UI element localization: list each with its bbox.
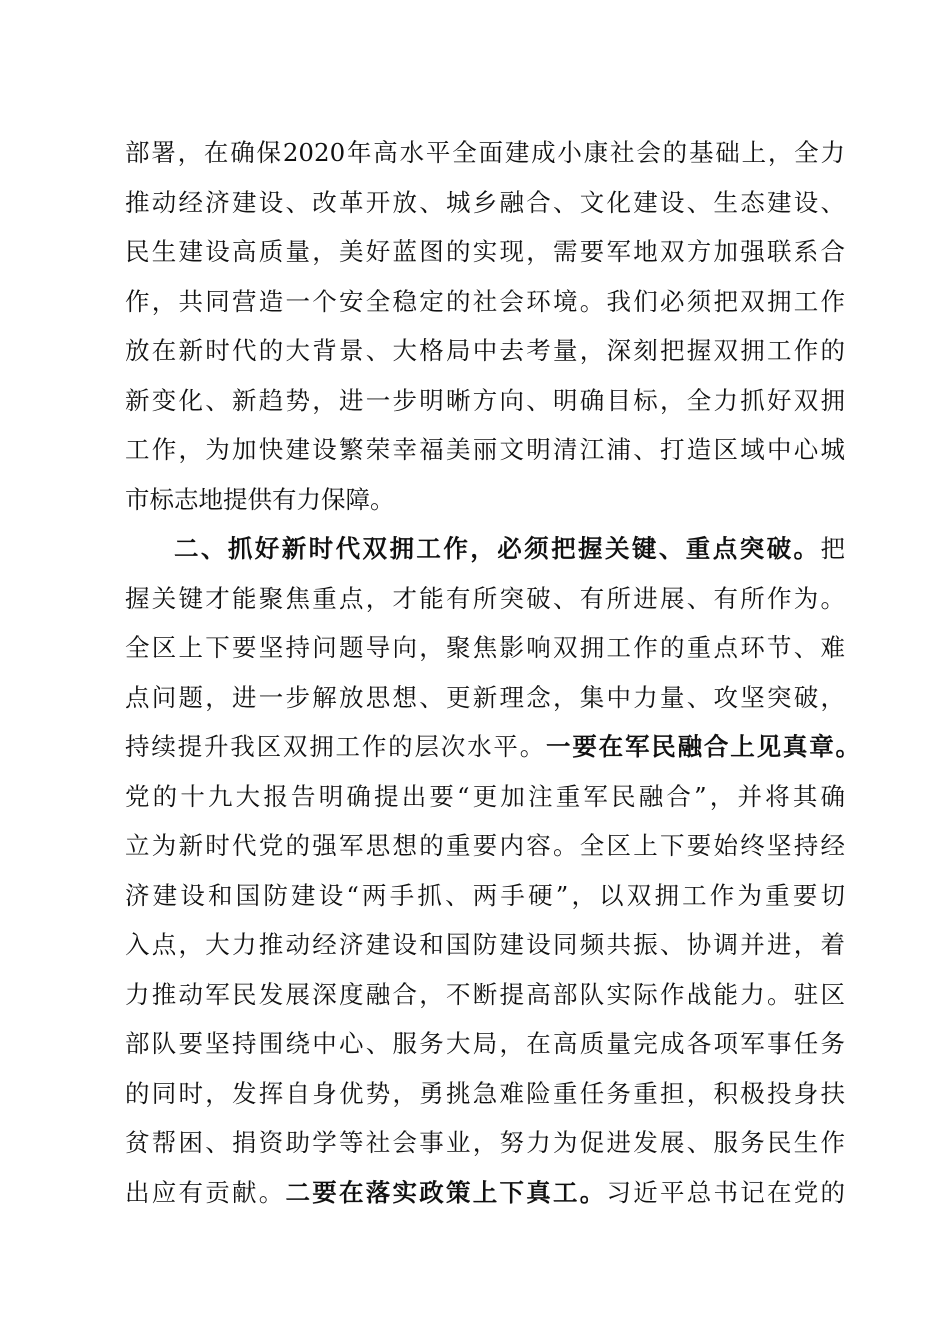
subheading-2: 二要在落实政策上下真工。 [285,1177,607,1207]
text-line-5: 放在新时代的大背景、大格局中去考量，深刻把握双拥工作的 [125,336,845,365]
text-line-15: 立为新时代党的强军思想的重要内容。全区上下要始终坚持经 [125,831,845,860]
text-line-10: 握关键才能聚焦重点，才能有所突破、有所进展、有所作为。 [125,583,845,613]
text-line-7: 工作，为加快建设繁荣幸福美丽文明清江浦、打造区域中心城 [125,435,845,464]
text-line-22: 出应有贡献。二要在落实政策上下真工。习近平总书记在党的 [125,1177,845,1207]
text-line-4: 作，共同营造一个安全稳定的社会环境。我们必须把双拥工作 [125,286,845,316]
text-line-20: 的同时，发挥自身优势，勇挑急难险重任务重担，积极投身扶 [125,1078,845,1108]
text-line-14: 党的十九大报告明确提出要“更加注重军民融合”，并将其确 [125,781,845,811]
text-line-21: 贫帮困、捐资助学等社会事业，努力为促进发展、服务民生作 [125,1128,845,1157]
text-line-8: 市标志地提供有力保障。 [125,484,395,514]
text-line-1: 部署，在确保2020年高水平全面建成小康社会的基础上，全力 [125,138,845,167]
text-line-9: 二、抓好新时代双拥工作，必须把握关键、重点突破。把 [174,534,845,563]
text-line-18: 力推动军民发展深度融合，不断提高部队实际作战能力。驻区 [125,979,845,1009]
text-line-13: 持续提升我区双拥工作的层次水平。一要在军民融合上见真章。 [125,732,861,761]
text-line-16: 济建设和国防建设“两手抓、两手硬”，以双拥工作为重要切 [125,880,845,910]
text-line-19: 部队要坚持围绕中心、服务大局，在高质量完成各项军事任务 [125,1029,845,1058]
text-line-2: 推动经济建设、改革开放、城乡融合、文化建设、生态建设、 [125,187,845,217]
body-text [125,128,861,1217]
section-heading-2: 二、抓好新时代双拥工作，必须把握关键、重点突破。 [174,534,821,563]
subheading-1: 一要在军民融合上见真章。 [546,732,861,761]
text-line-17: 入点，大力推动经济建设和国防建设同频共振、协调并进，着 [125,930,845,959]
text-line-12: 点问题，进一步解放思想、更新理念，集中力量、攻坚突破， [125,682,845,712]
text-line-11: 全区上下要坚持问题导向，聚焦影响双拥工作的重点环节、难 [125,633,845,662]
text-line-3: 民生建设高质量，美好蓝图的实现，需要军地双方加强联系合 [125,237,845,266]
text-line-6: 新变化、新趋势，进一步明晰方向、明确目标，全力抓好双拥 [125,385,845,415]
